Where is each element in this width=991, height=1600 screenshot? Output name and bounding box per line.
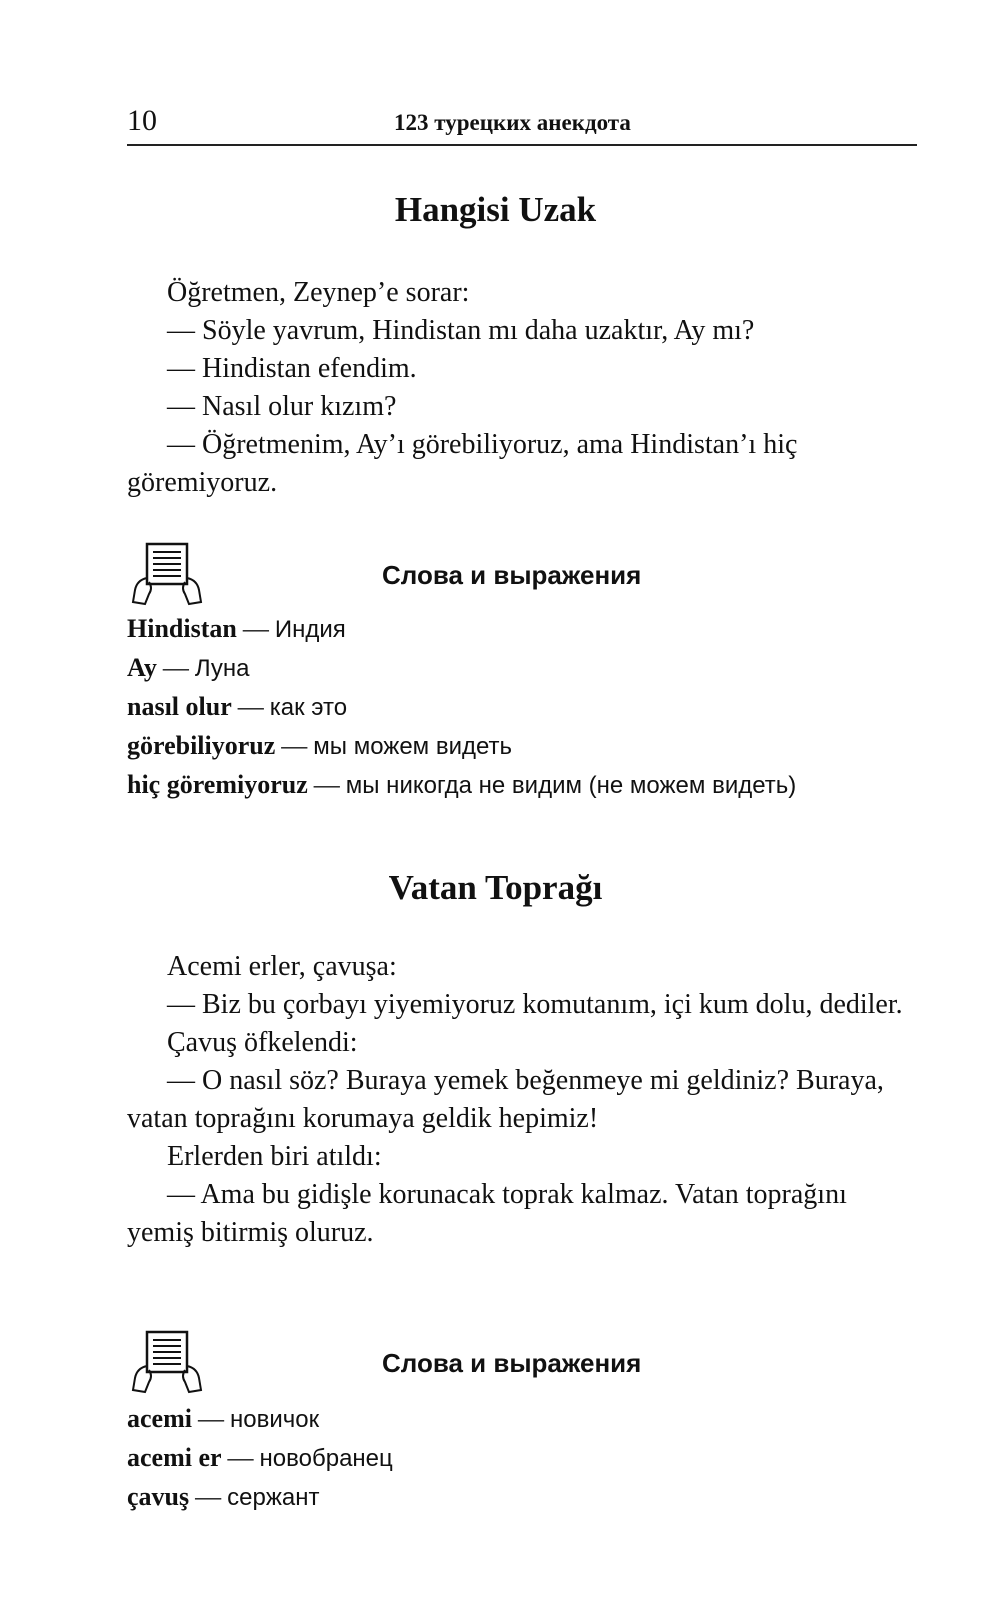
paragraph: — Biz bu çorbayı yiyemiyoruz komutanım, içi kum dolu, dediler.	[167, 989, 903, 1020]
story-text	[127, 948, 909, 1252]
vocab-item: çavuş — сержант	[127, 1482, 320, 1511]
paragraph: — Hindistan efendim.	[167, 353, 417, 384]
paragraph: Çavuş öfkelendi:	[167, 1027, 358, 1058]
story-title: Hangisi Uzak	[394, 190, 597, 229]
paragraph: Acemi erler, çavuşa:	[167, 951, 397, 982]
vocab-header	[127, 538, 927, 608]
vocab-item: hiç göremiyoruz — мы никогда не видим (не можем видеть)	[127, 770, 797, 799]
vocab-item: Hindistan — Индия	[127, 614, 346, 643]
vocab-item: Ay — Луна	[127, 653, 250, 682]
paragraph: — Söyle yavrum, Hindistan mı daha uzaktır, Ay mı?	[167, 315, 755, 346]
vocab-list	[127, 1400, 927, 1517]
vocab-item: görebiliyoruz — мы можем видеть	[127, 731, 513, 760]
vocab-list	[127, 610, 927, 805]
vocab-title: Слова и выражения	[382, 1348, 642, 1378]
page-header	[127, 104, 927, 152]
paragraph: — Ama bu gidişle korunacak toprak kalmaz. Vatan toprağını yemiş bitirmiş oluruz.	[127, 1179, 847, 1248]
vocab-header	[127, 1326, 927, 1396]
page-number: 10	[127, 104, 157, 137]
vocab-title: Слова и выражения	[382, 560, 642, 590]
paragraph: — Nasıl olur kızım?	[167, 391, 397, 422]
book-reading-icon	[127, 538, 209, 608]
paragraph: Öğretmen, Zeynep’e sorar:	[167, 277, 470, 308]
running-title: 123 турецких анекдота	[394, 110, 631, 135]
paragraph: Erlerden biri atıldı:	[167, 1141, 382, 1172]
vocab-item: nasıl olur — как это	[127, 692, 348, 721]
vocab-item: acemi er — новобранец	[127, 1443, 393, 1472]
paragraph: — Öğretmenim, Ay’ı görebiliyoruz, ama Hindistan’ı hiç göremiyoruz.	[127, 429, 798, 498]
book-reading-icon	[127, 1326, 209, 1396]
story-text	[127, 274, 909, 502]
header-rule	[127, 144, 917, 146]
vocab-item: acemi — новичок	[127, 1404, 320, 1433]
paragraph: — O nasıl söz? Buraya yemek beğenmeye mi geldiniz? Buraya, vatan toprağını korumaya geldik hepimiz!	[127, 1065, 884, 1134]
story-title: Vatan Toprağı	[388, 868, 603, 907]
